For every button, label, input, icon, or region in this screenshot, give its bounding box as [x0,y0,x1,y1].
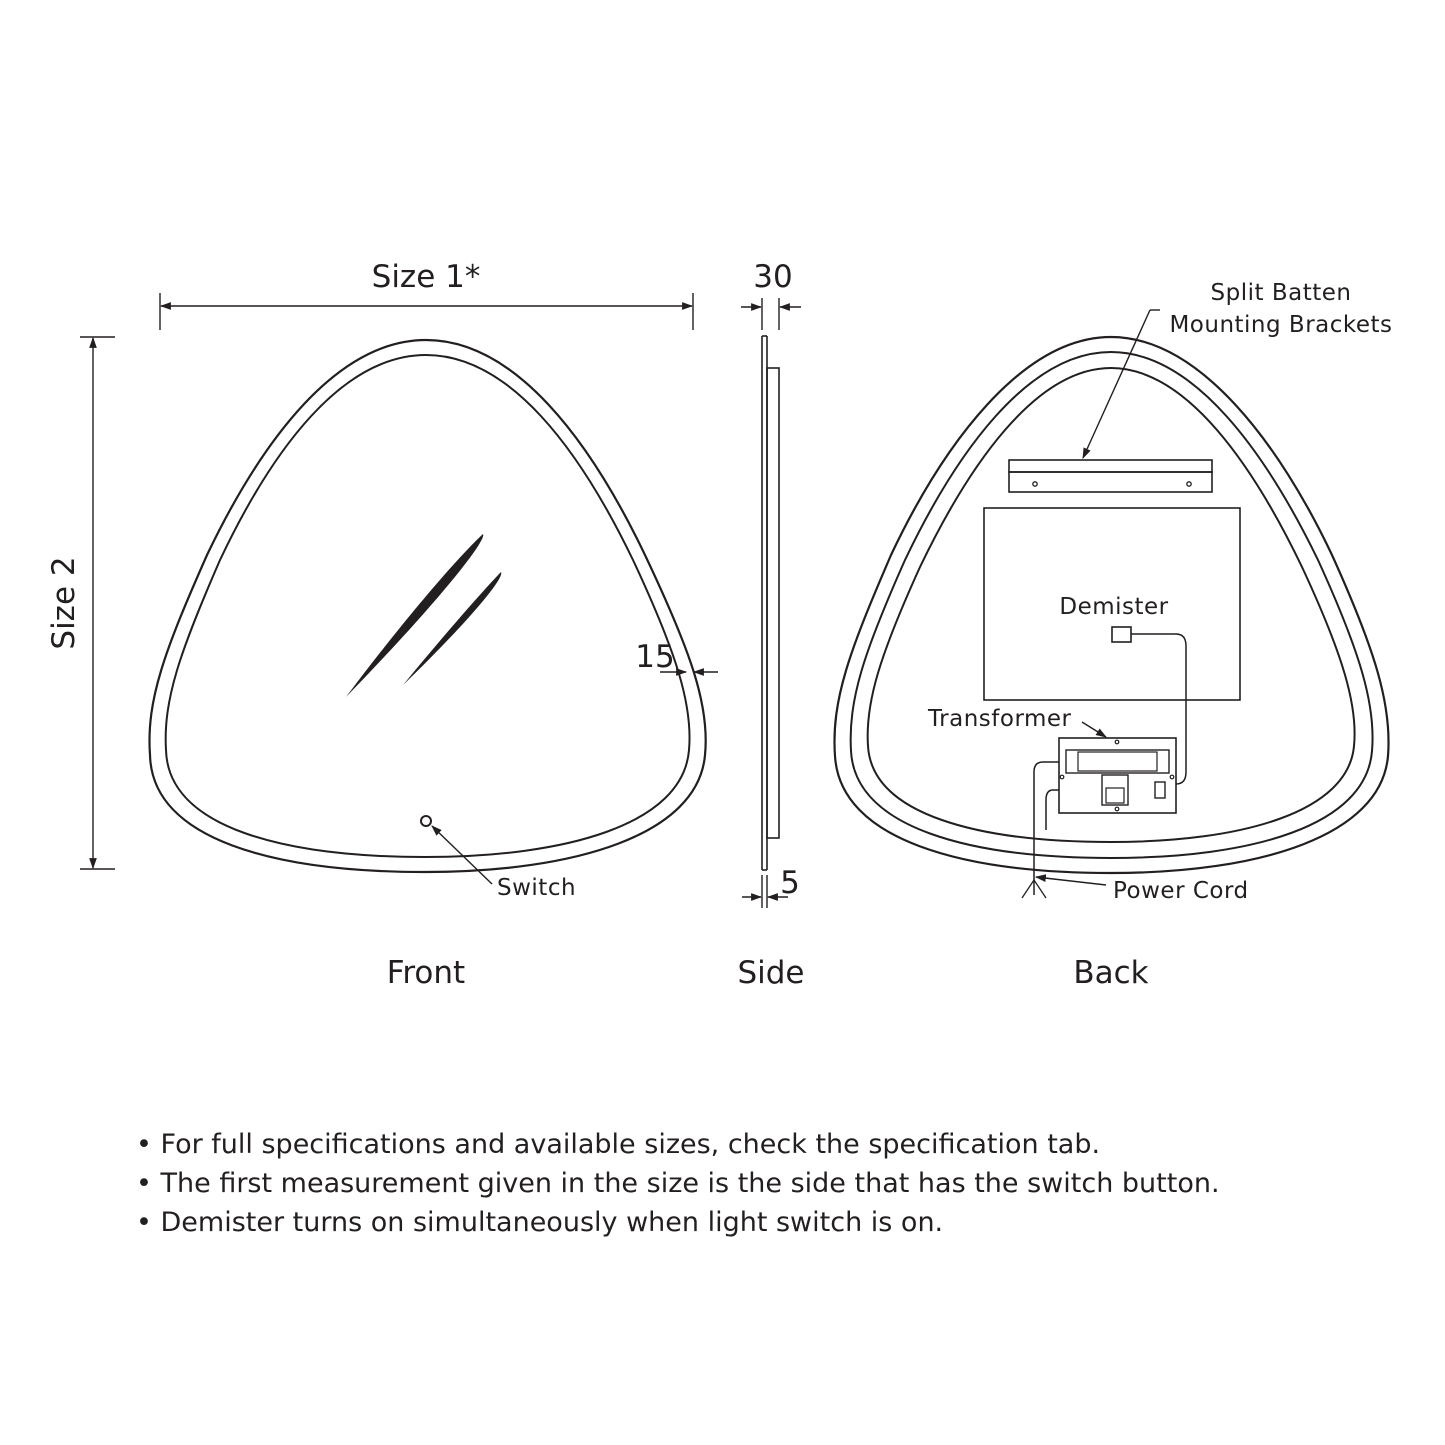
power-cord-secondary [1046,790,1059,830]
demister-wire [1131,634,1186,784]
front-reflection-line-2 [403,572,501,685]
transformer-screw-right [1170,775,1174,779]
depth-label: 30 [753,259,793,295]
side-frame-body [767,368,779,838]
glass-thickness-label: 5 [780,865,800,901]
size1-label: Size 1* [371,259,481,295]
note-item: • The first measurement given in the size is the side that has the switch button. [136,1164,1220,1203]
power-cord-end-right [1034,880,1046,898]
transformer-screw-bottom [1115,807,1119,811]
power-cord-label: Power Cord [1113,878,1249,904]
bracket-screw-hole-right [1187,482,1191,486]
front-view-title: Front [386,955,466,991]
bracket-label-line2: Mounting Brackets [1169,312,1393,338]
transformer-screw-left [1060,775,1064,779]
transformer-bar-inner [1078,752,1157,771]
demister-label: Demister [1059,594,1169,620]
demister-connector-icon [1112,627,1131,642]
power-cord-end-left [1022,880,1034,898]
switch-icon [421,816,431,826]
bracket-screw-hole-left [1033,482,1037,486]
switch-label: Switch [497,875,577,901]
bracket-leader-arrow [1083,310,1150,458]
size2-label: Size 2 [46,556,82,650]
front-view [80,293,718,884]
side-view [741,298,801,908]
transformer-socket-inner [1106,788,1124,803]
power-cord-leader-arrow [1036,877,1106,885]
transformer-screw-top [1115,740,1119,744]
split-batten-bracket-top [1009,460,1212,472]
bracket-label-line1: Split Batten [1210,280,1352,306]
transformer-label: Transformer [928,706,1072,732]
side-view-title: Side [737,955,805,991]
split-batten-bracket-body [1009,472,1212,492]
transformer-leader-arrow [1082,722,1106,737]
notes-list [136,1125,1220,1242]
back-view-title: Back [1073,955,1149,991]
transformer-bar [1066,750,1169,773]
note-item: • Demister turns on simultaneously when light switch is on. [136,1203,1220,1242]
frame-width-label: 15 [635,639,675,675]
transformer-fuse [1155,782,1165,798]
note-item: • For full specifications and available sizes, check the specification tab. [136,1125,1220,1164]
